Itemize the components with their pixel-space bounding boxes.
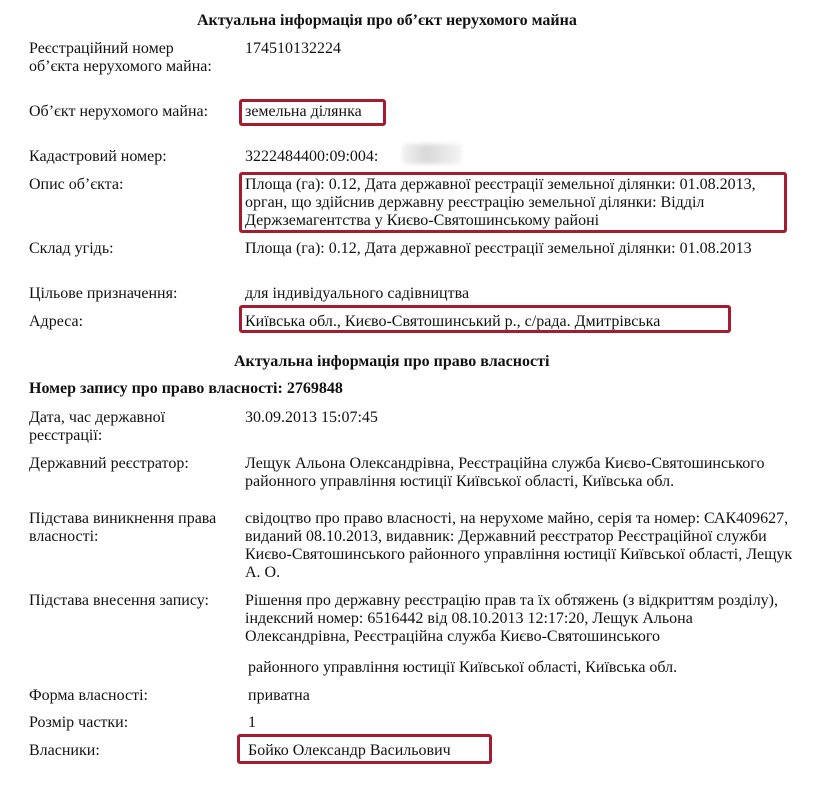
highlight-box-property-object (239, 99, 386, 126)
property-section-title: Актуальна інформація про об’єкт нерухомого майна (197, 12, 577, 29)
label-ownership-form: Форма власності: (29, 687, 148, 704)
value-entry-basis-continuation: районного управління юстиції Київської області, Київська обл. (248, 659, 678, 676)
label-share-size: Розмір частки: (29, 714, 129, 731)
label-cadastral-number: Кадастровий номер: (29, 148, 167, 165)
label-owners: Власники: (29, 742, 100, 759)
value-registration-number: 174510132224 (245, 40, 341, 57)
label-address: Адреса: (29, 313, 84, 330)
value-state-registrar: Лещук Альона Олександрівна, Реєстраційна служба Києво-Святошинського районного управління юстиції Київської області, Київська обл. (245, 455, 765, 490)
ownership-record-number: Номер запису про право власності: 2769848 (29, 380, 343, 397)
value-cadastral-number: 3222484400:09:004: (245, 148, 379, 165)
label-land-composition: Склад угідь: (29, 240, 114, 257)
label-state-registrar: Державний реєстратор: (29, 455, 189, 472)
label-property-object: Об’єкт нерухомого майна: (29, 103, 209, 120)
label-object-description: Опис об’єкта: (29, 176, 124, 193)
label-purpose: Цільове призначення: (29, 285, 178, 302)
value-owners: Бойко Олександр Васильович (248, 742, 451, 759)
redacted-cadastral-suffix (402, 144, 462, 164)
value-entry-basis: Рішення про державну реєстрацію прав та їх обтяжень (з відкриттям розділу), індексний номер: 6516442 від 08.10.2013 12:17:20, Лещук Альона Олександрівна, Реєстраційна служба Києво-Святошинського (245, 592, 778, 645)
value-purpose: для індивідуального садівництва (245, 285, 470, 302)
value-address: Київська обл., Києво-Святошинський р., с/рада. Дмитрівська (245, 313, 661, 330)
label-registration-datetime: Дата, час державної реєстрації: (29, 409, 166, 444)
highlight-box-owners (237, 734, 492, 764)
highlight-box-object-description (239, 172, 787, 233)
value-registration-datetime: 30.09.2013 15:07:45 (245, 409, 378, 426)
value-object-description: Площа (га): 0.12, Дата державної реєстрації земельної ділянки: 01.08.2013, орган, що здійснив державну реєстрацію земельної ділянки: Відділ Держземагентства у Києво-Святошинському районі (245, 176, 756, 229)
label-entry-basis: Підстава внесення запису: (29, 592, 209, 609)
value-ownership-form: приватна (248, 687, 310, 704)
highlight-box-address (239, 305, 731, 333)
value-ownership-basis: свідоцтво про право власності, на нерухоме майно, серія та номер: САК409627, виданий 08.10.2013, видавник: Державний реєстратор Реєстраційної служби Києво-Святошинського районного управління юстиції Київської області, Лещук А. О. (245, 510, 793, 581)
label-registration-number: Реєстраційний номер об’єкта нерухомого майна: (29, 40, 212, 75)
label-ownership-basis: Підстава виникнення права власності: (29, 510, 217, 545)
value-land-composition: Площа (га): 0.12, Дата державної реєстрації земельної ділянки: 01.08.2013 (245, 240, 752, 257)
value-share-size: 1 (248, 714, 256, 731)
ownership-section-title: Актуальна інформація про право власності (234, 353, 550, 370)
value-property-object: земельна ділянка (245, 103, 362, 120)
